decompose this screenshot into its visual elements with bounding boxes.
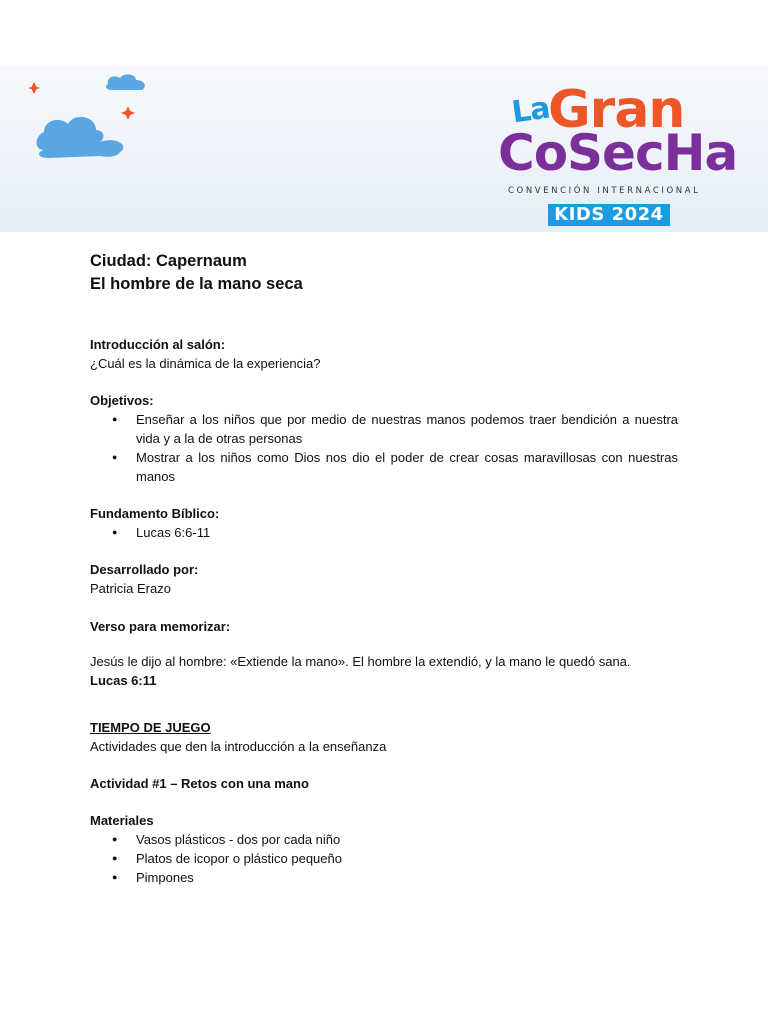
verse-label: Verso para memorizar: xyxy=(90,619,231,634)
list-item: ● Lucas 6:6-11 xyxy=(90,523,678,542)
playtime-section xyxy=(90,718,678,756)
objectives-section xyxy=(90,391,678,486)
lesson-title: El hombre de la mano seca xyxy=(90,275,303,293)
city-heading: Ciudad: Capernaum xyxy=(90,252,247,270)
objectives-list xyxy=(90,410,678,486)
biblical-section xyxy=(90,504,678,542)
logo-kids-badge: KIDS 2024 xyxy=(548,204,670,226)
title-block xyxy=(90,250,678,296)
event-logo xyxy=(496,76,738,226)
biblical-list xyxy=(90,523,678,542)
developed-label: Desarrollado por: xyxy=(90,562,199,577)
materials-list xyxy=(90,830,678,887)
playtime-text: Actividades que den la introducción a la enseñanza xyxy=(90,739,387,754)
verse-reference: Lucas 6:11 xyxy=(90,673,157,688)
list-item: ● Vasos plásticos - dos por cada niño xyxy=(90,830,678,849)
logo-subtitle: CONVENCIÓN INTERNACIONAL xyxy=(508,186,701,196)
materials-section xyxy=(90,811,678,887)
verse-section xyxy=(90,617,678,636)
biblical-label: Fundamento Bíblico: xyxy=(90,506,220,521)
intro-text: ¿Cuál es la dinámica de la experiencia? xyxy=(90,356,321,371)
cloud-icon xyxy=(37,117,124,158)
logo-gran: Gran xyxy=(548,80,685,140)
list-item: ● Pimpones xyxy=(90,868,678,887)
activity-heading: Actividad #1 – Retos con una mano xyxy=(90,776,309,791)
activity-section xyxy=(90,774,678,793)
playtime-heading: TIEMPO DE JUEGO xyxy=(90,720,211,735)
intro-section xyxy=(90,335,678,373)
verse-body xyxy=(90,652,678,690)
header-banner xyxy=(0,66,768,232)
developed-text: Patricia Erazo xyxy=(90,581,171,596)
list-item: ● Platos de icopor o plástico pequeño xyxy=(90,849,678,868)
list-item: ● Mostrar a los niños como Dios nos dio el poder de crear cosas maravillosas con nuestras manos xyxy=(90,448,678,486)
verse-text: Jesús le dijo al hombre: «Extiende la mano». El hombre la extendió, y la mano le quedó sana. xyxy=(90,654,631,669)
intro-label: Introducción al salón: xyxy=(90,337,226,352)
objectives-label: Objetivos: xyxy=(90,393,154,408)
logo-la: La xyxy=(509,90,552,131)
logo-cosecha: CoSecHa xyxy=(498,124,738,182)
sparkle-icon-2 xyxy=(121,106,135,120)
sparkle-icon xyxy=(28,82,40,94)
materials-label: Materiales xyxy=(90,813,154,828)
list-item: ● Enseñar a los niños que por medio de nuestras manos podemos traer bendición a nuestra vida y a la de otras personas xyxy=(90,410,678,448)
developed-section xyxy=(90,560,678,598)
small-cloud-icon xyxy=(106,74,145,90)
